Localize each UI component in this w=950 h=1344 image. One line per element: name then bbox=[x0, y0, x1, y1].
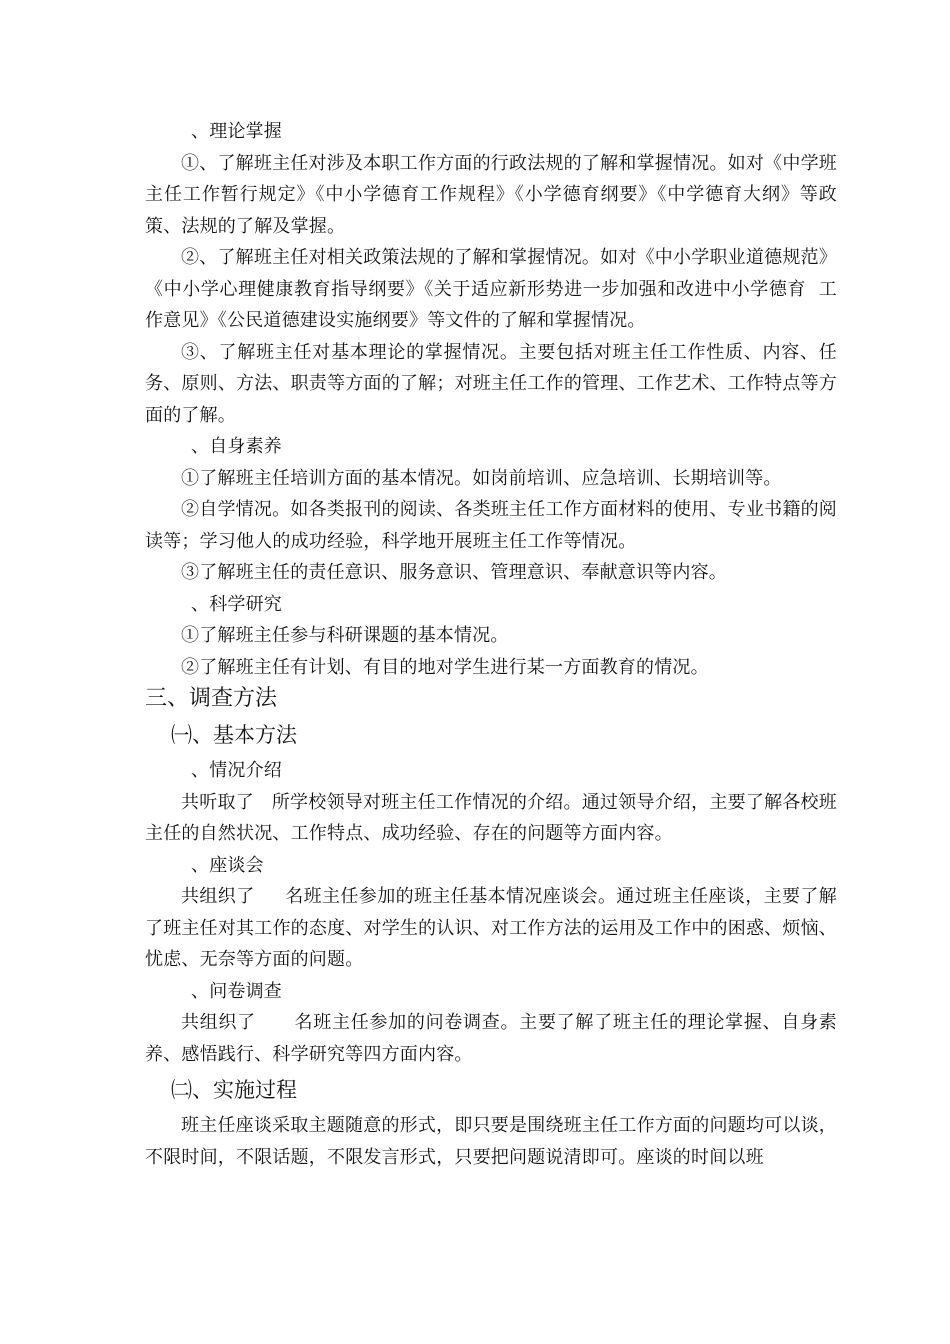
paragraph: ①了解班主任培训方面的基本情况。如岗前培训、应急培训、长期培训等。 bbox=[181, 467, 782, 489]
paragraph: 共组织了 名班主任参加的问卷调查。主要了解了班主任的理论掌握、自身素养、感悟践行、科学研究等四方面内容。 bbox=[145, 1012, 837, 1065]
paragraph: ②自学情况。如各类报刊的阅读、各类班主任工作方面材料的使用、专业书籍的阅读等；学习他人的成功经验，科学地开展班主任工作等情况。 bbox=[145, 499, 837, 552]
section-heading: 三、调查方法 bbox=[145, 686, 278, 711]
subsection-heading: 、座谈会 bbox=[191, 854, 264, 876]
paragraph: ②、了解班主任对相关政策法规的了解和掌握情况。如对《中小学职业道德规范》《中小学心理健康教育指导纲要》《关于适应新形势进一步加强和改进中小学德育 工作意见》《公民道德建设实施纲要》等文件的了解和掌握情况。 bbox=[145, 247, 837, 331]
section-subheading: ㈡、实施过程 bbox=[171, 1078, 297, 1102]
subsection-heading: 、理论掌握 bbox=[191, 121, 282, 142]
paragraph: ③了解班主任的责任意识、服务意识、管理意识、奉献意识等内容。 bbox=[181, 562, 727, 583]
paragraph: ②了解班主任有计划、有目的地对学生进行某一方面教育的情况。 bbox=[181, 656, 709, 678]
paragraph: 共组织了 名班主任参加的班主任基本情况座谈会。通过班主任座谈，主要了解了班主任对其工作的态度、对学生的认识、对工作方法的运用及工作中的困惑、烦恼、忧虑、无奈等方面的问题。 bbox=[145, 886, 837, 970]
paragraph: 共听取了 所学校领导对班主任工作情况的介绍。通过领导介绍，主要了解各校班主任的自然状况、工作特点、成功经验、存在的问题等方面内容。 bbox=[145, 791, 837, 844]
subsection-heading: 、科学研究 bbox=[191, 593, 282, 615]
paragraph: ①了解班主任参与科研课题的基本情况。 bbox=[181, 625, 509, 646]
document-body bbox=[145, 116, 837, 1173]
section-subheading: ㈠、基本方法 bbox=[171, 723, 297, 747]
paragraph: ①、了解班主任对涉及本职工作方面的行政法规的了解和掌握情况。如对《中学班主任工作暂行规定》《中小学德育工作规程》《小学德育纲要》《中学德育大纲》等政策、法规的了解及掌握。 bbox=[145, 152, 837, 237]
subsection-heading: 、情况介绍 bbox=[191, 760, 282, 781]
subsection-heading: 、自身素养 bbox=[191, 436, 282, 457]
subsection-heading: 、问卷调查 bbox=[191, 980, 282, 1002]
paragraph: ③、了解班主任对基本理论的掌握情况。主要包括对班主任工作性质、内容、任务、原则、方法、职责等方面的了解；对班主任工作的管理、工作艺术、工作特点等方面的了解。 bbox=[145, 341, 837, 426]
paragraph: 班主任座谈采取主题随意的形式，即只要是围绕班主任工作方面的问题均可以谈，不限时间，不限话题，不限发言形式，只要把问题说清即可。座谈的时间以班 bbox=[145, 1115, 837, 1168]
